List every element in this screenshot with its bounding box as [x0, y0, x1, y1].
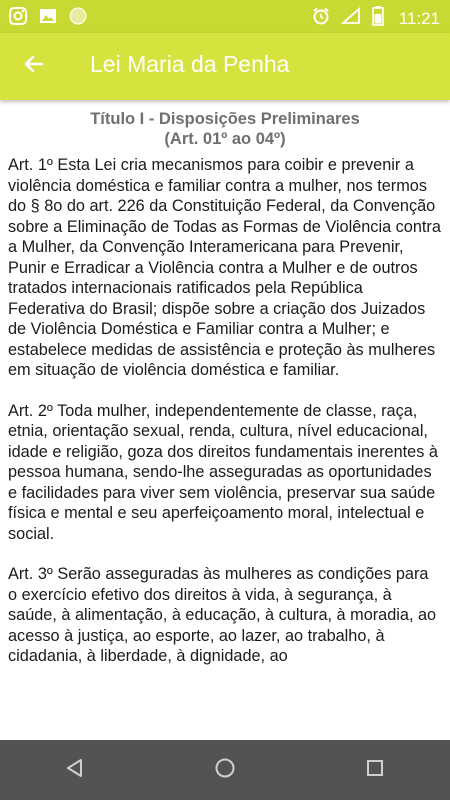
circle-icon: [68, 6, 88, 31]
nav-recents-button[interactable]: [345, 740, 405, 800]
section-subheading: (Art. 01º ao 04º): [164, 130, 286, 148]
status-bar: [0, 0, 450, 33]
recents-square-icon: [364, 757, 386, 784]
section-title: [8, 109, 442, 149]
back-button[interactable]: [16, 50, 52, 82]
article-1: Art. 1º Esta Lei cria mecanismos para coibir e prevenir a violência doméstica e familiar contra a mulher, nos termos do § 8o do art. 226 da Constituição Federal, da Convenção sobre a Eliminação de Todas as Formas de Violência contra a Mulher, da Convenção Interamericana para Prevenir, Punir e Erradicar a Violência contra a Mulher e de outros tratados internacionais ratificados pela República Federativa do Brasil; dispõe sobre a criação dos Juizados de Violência Doméstica e Familiar contra a Mulher; e estabelece medidas de assistência e proteção às mulheres em situação de violência doméstica e familiar.: [8, 156, 441, 379]
app-bar: [0, 33, 450, 100]
article-2: Art. 2º Toda mulher, independentemente de classe, raça, etnia, orientação sexual, renda, cultura, nível educacional, idade e religião, goza dos direitos fundamentais inerentes à pessoa humana, sendo-lhe asseguradas as oportunidades e facilidades para viver sem violência, preservar sua saúde física e mental e seu aperfeiçoamento moral, intelectual e social.: [8, 401, 438, 543]
section-heading: Título I - Disposições Preliminares: [90, 110, 360, 128]
back-triangle-icon: [64, 757, 86, 784]
battery-icon: [371, 5, 385, 32]
page-title: Lei Maria da Penha: [90, 51, 290, 77]
image-icon: [38, 6, 58, 31]
alarm-icon: [311, 6, 331, 31]
arrow-back-icon: [22, 52, 46, 81]
system-nav-bar: [0, 740, 450, 800]
nav-back-button[interactable]: [45, 740, 105, 800]
wifi-icon: [341, 6, 361, 31]
law-text-scroll[interactable]: [0, 100, 450, 672]
home-circle-icon: [214, 757, 236, 784]
nav-home-button[interactable]: [195, 740, 255, 800]
instagram-icon: [8, 6, 28, 31]
article-3: Art. 3º Serão asseguradas às mulheres as condições para o exercício efetivo dos direitos à vida, à segurança, à saúde, à alimentação, à educação, à cultura, à moradia, ao acesso à justiça, ao esporte, ao lazer, ao trabalho, à cidadania, à liberdade, à dignidade, ao: [8, 565, 437, 665]
status-time: 11:21: [398, 8, 440, 28]
